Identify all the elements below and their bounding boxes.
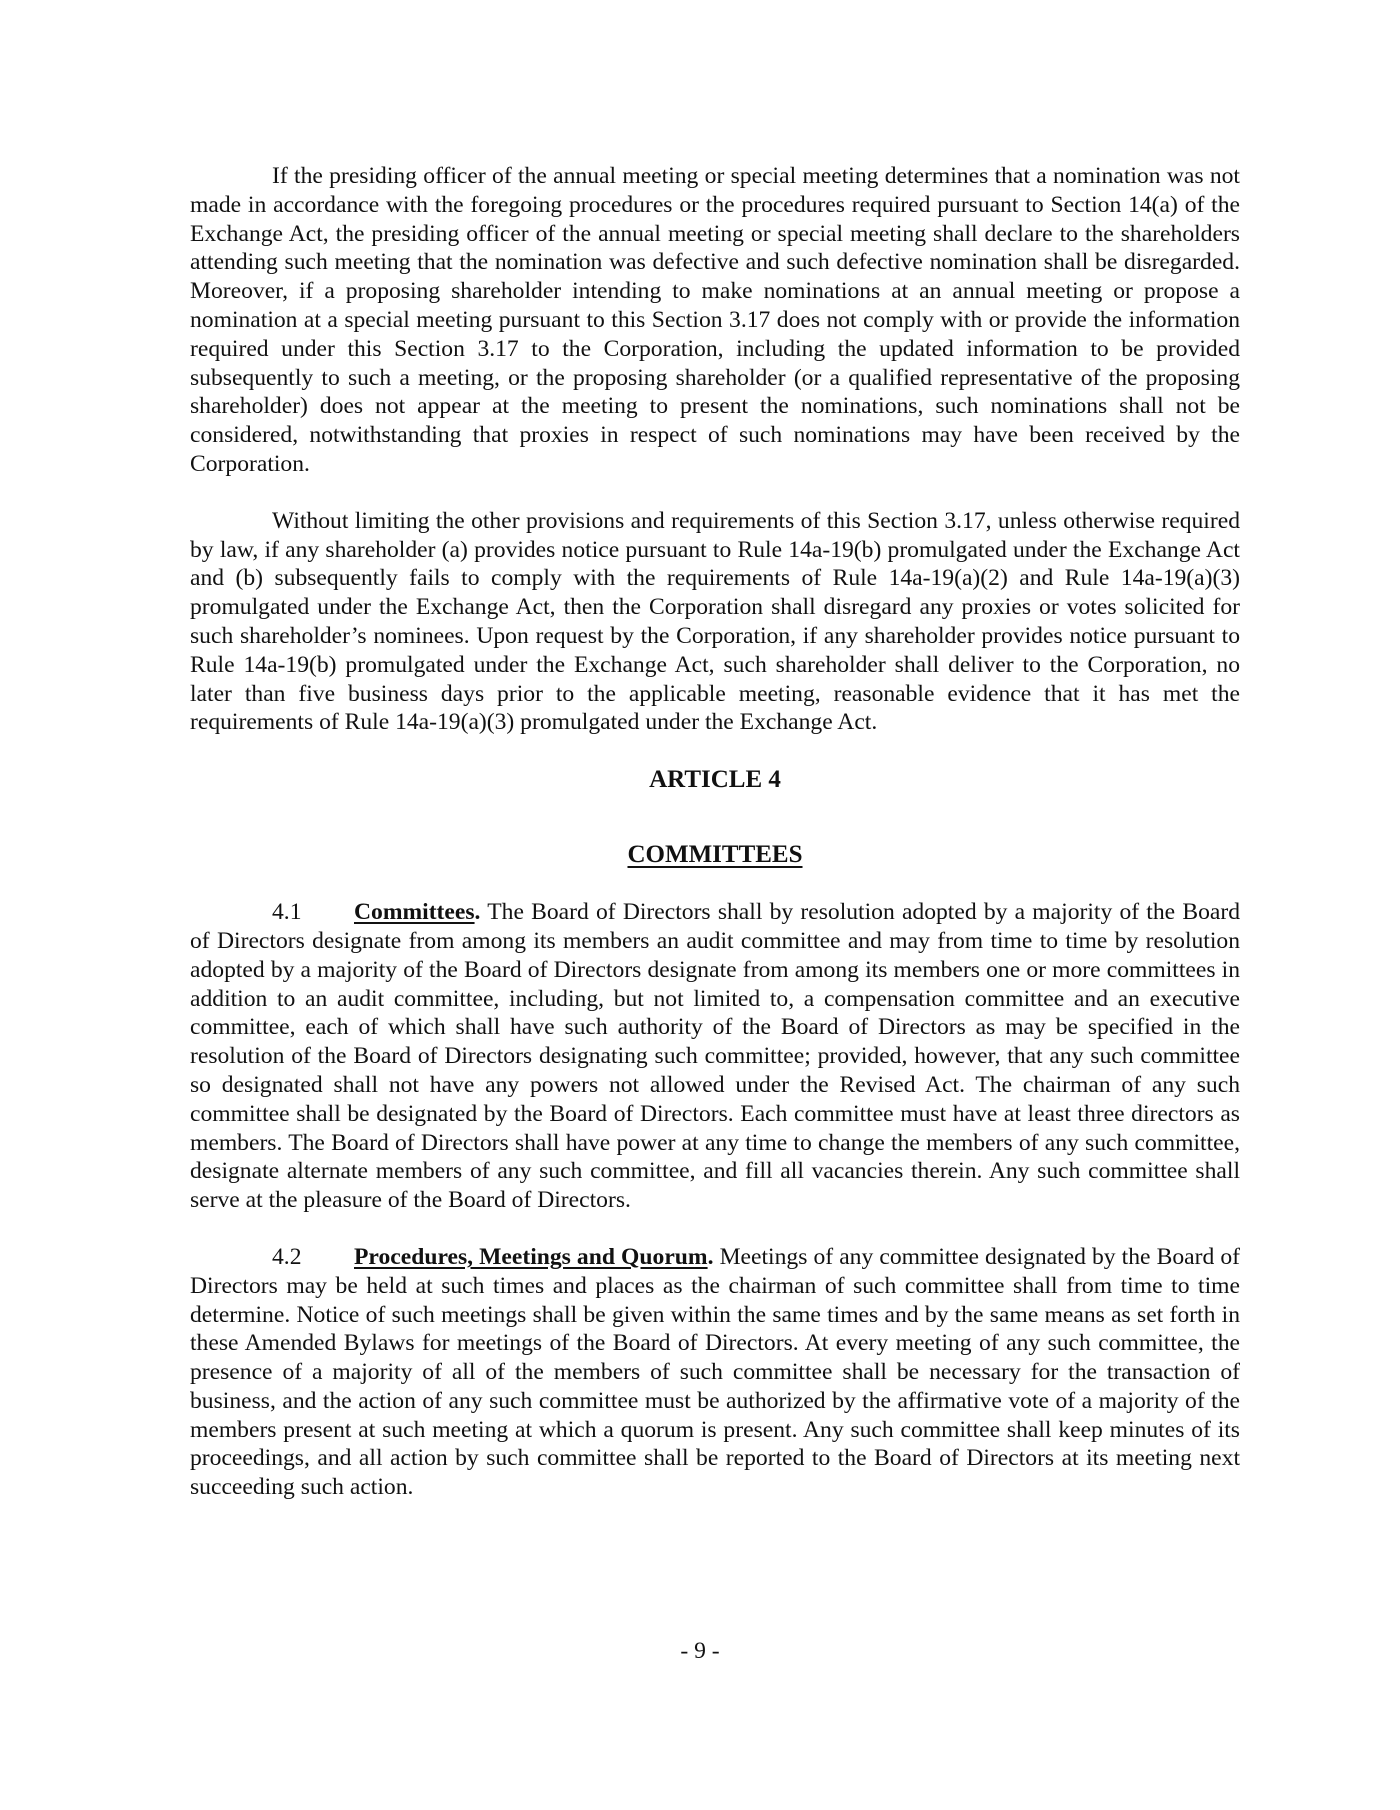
- section-4-1: [190, 898, 1240, 1215]
- paragraph-nomination-defects: If the presiding officer of the annual meeting or special meeting determines that a nomination was not made in accordance with the foregoing procedures or the procedures required pursuant to Section 14(a) of the Exchange Act, the presiding officer of the annual meeting or special meeting shall declare to the shareholders attending such meeting that the nomination was defective and such defective nomination shall be disregarded. Moreover, if a proposing shareholder intending to make nominations at an annual meeting or propose a nomination at a special meeting pursuant to this Section 3.17 does not comply with or provide the information required under this Section 3.17 to the Corporation, including the updated information to be provided subsequently to such a meeting, or the proposing shareholder (or a qualified representative of the proposing shareholder) does not appear at the meeting to present the nominations, such nominations shall not be considered, notwithstanding that proxies in respect of such nominations may have been received by the Corporation.: [190, 163, 1240, 477]
- section-body: Meetings of any committee designated by the Board of Directors may be held at such times and places as the chairman of such committee shall from time to time determine. Notice of such meetings shall be given within the same times and by the same means as set forth in these Amended Bylaws for meetings of the Board of Directors. At every meeting of any such committee, the presence of a majority of all of the members of such committee shall be necessary for the transaction of business, and the action of any such committee must be authorized by the affirmative vote of a majority of the members present at such meeting at which a quorum is present. Any such committee shall keep minutes of its proceedings, and all action by such committee shall be reported to the Board of Directors at its meeting next succeeding such action.: [190, 1243, 1240, 1501]
- section-heading-punct: .: [474, 899, 481, 926]
- section-heading-punct: .: [707, 1243, 714, 1270]
- paragraph-rule-14a-19: Without limiting the other provisions and requirements of this Section 3.17, unless otherwise required by law, if any shareholder (a) provides notice pursuant to Rule 14a-19(b) promulgated under the Exchange Act and (b) subsequently fails to comply with the requirements of Rule 14a-19(a)(2) and Rule 14a-19(a)(3) promulgated under the Exchange Act, then the Corporation shall disregard any proxies or votes solicited for such shareholder’s nominees. Upon request by the Corporation, if any shareholder provides notice pursuant to Rule 14a-19(b) promulgated under the Exchange Act, such shareholder shall deliver to the Corporation, no later than five business days prior to the applicable meeting, reasonable evidence that it has met the requirements of Rule 14a-19(a)(3) promulgated under the Exchange Act.: [190, 507, 1240, 736]
- section-body: The Board of Directors shall by resolution adopted by a majority of the Board of Directors designate from among its members an audit committee and may from time to time by resolution adopted by a majority of the Board of Directors designate from among its members one or more committees in addition to an audit committee, including, but not limited to, a compensation committee and an executive committee, each of which shall have such authority of the Board of Directors as may be specified in the resolution of the Board of Directors designating such committee; provided, however, that any such committee so designated shall not have any powers not allowed under the Revised Act. The chairman of any such committee shall be designated by the Board of Directors. Each committee must have at least three directors as members. The Board of Directors shall have power at any time to change the members of any such committee, designate alternate members of any such committee, and fill all vacancies therein. Any such committee shall serve at the pleasure of the Board of Directors.: [190, 899, 1240, 1214]
- article-subtitle: [190, 840, 1240, 870]
- section-number: 4.2: [272, 1243, 302, 1270]
- section-4-2: [190, 1243, 1240, 1502]
- page-number: - 9 -: [680, 1638, 720, 1664]
- article-subtitle-text: COMMITTEES: [627, 841, 803, 869]
- article-title: ARTICLE 4: [649, 766, 781, 794]
- section-number: 4.1: [272, 899, 302, 926]
- page-body: [190, 162, 1240, 1502]
- section-heading: Procedures, Meetings and Quorum: [354, 1243, 708, 1270]
- section-heading: Committees: [354, 899, 475, 926]
